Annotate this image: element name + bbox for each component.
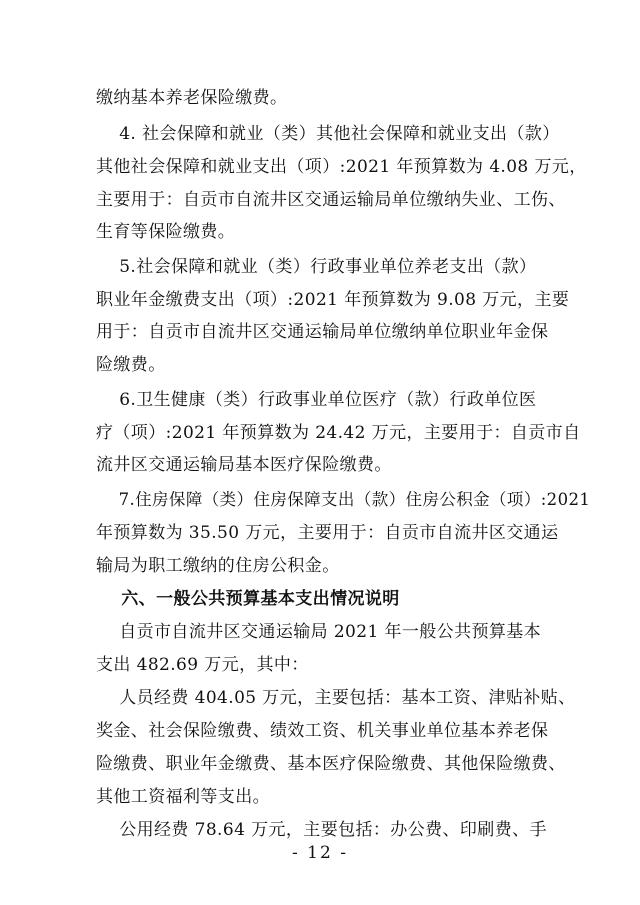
text-line: 人员经费 404.05 万元，主要包括：基本工资、津贴补贴、: [96, 688, 576, 708]
text-line: 主要用于：自贡市自流井区交通运输局单位缴纳失业、工伤、: [96, 190, 566, 210]
text-line: 4. 社会保障和就业（类）其他社会保障和就业支出（款）: [96, 124, 560, 144]
text-line: 7.住房保障（类）住房保障支出（款）住房公积金（项）:2021: [96, 490, 591, 509]
text-line: 6.卫生健康（类）行政事业单位医疗（款）行政单位医: [96, 390, 537, 410]
text-line: 险缴费。: [96, 355, 166, 375]
text-line: 年预算数为 35.50 万元，主要用于：自贡市自流井区交通运: [96, 523, 559, 543]
text-line: 奖金、社会保险缴费、绩效工资、机关事业单位基本养老保: [96, 721, 549, 741]
page-number: - 12 -: [292, 843, 348, 863]
text-line: 5.社会保障和就业（类）行政事业单位养老支出（款）: [96, 257, 537, 277]
text-line: 自贡市自流井区交通运输局 2021 年一般公共预算基本: [96, 622, 542, 642]
text-line: 流井区交通运输局基本医疗保险缴费。: [96, 455, 392, 475]
text-line: 缴纳基本养老保险缴费。: [96, 88, 288, 108]
text-line: 用于：自贡市自流井区交通运输局单位缴纳单位职业年金保: [96, 322, 549, 342]
text-line: 其他工资福利等支出。: [96, 787, 270, 807]
text-line: 生育等保险缴费。: [96, 222, 236, 242]
section-heading: 六、一般公共预算基本支出情况说明: [96, 589, 400, 609]
text-line: 公用经费 78.64 万元，主要包括：办公费、印刷费、手: [96, 820, 547, 840]
text-line: 险缴费、职业年金缴费、基本医疗保险缴费、其他保险缴费、: [96, 754, 566, 774]
text-line: 职业年金缴费支出（项）:2021 年预算数为 9.08 万元，主要: [96, 290, 570, 310]
text-line: 输局为职工缴纳的住房公积金。: [96, 556, 340, 576]
text-line: 疗（项）:2021 年预算数为 24.42 万元，主要用于：自贡市自: [96, 423, 581, 443]
text-line: 其他社会保障和就业支出（项）:2021 年预算数为 4.08 万元，: [96, 157, 587, 177]
text-line: 支出 482.69 万元，其中：: [96, 655, 309, 675]
